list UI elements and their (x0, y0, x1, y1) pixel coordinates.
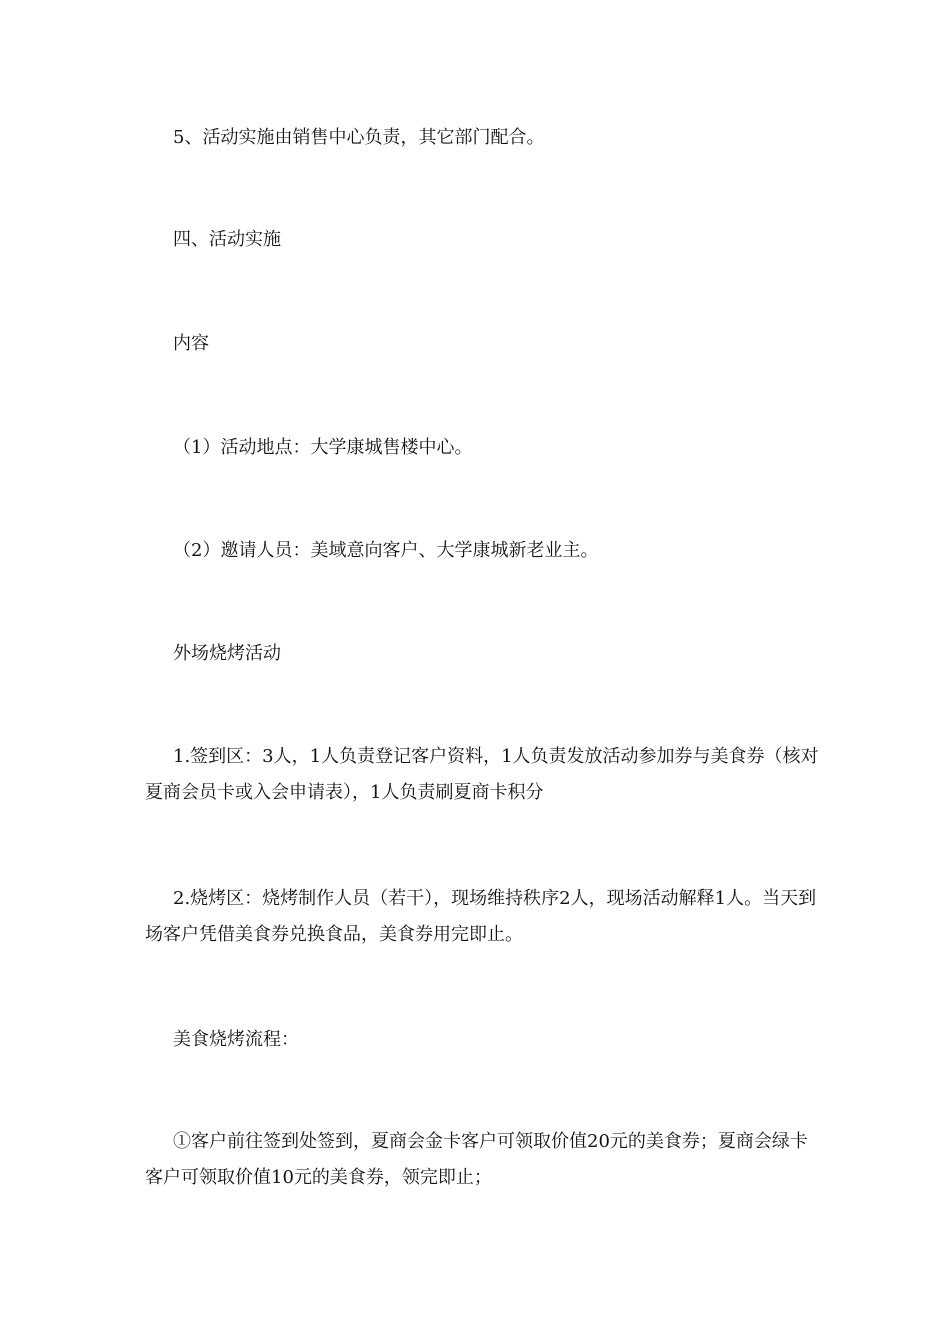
paragraph-process-step-1: ①客户前往签到处签到，夏商会金卡客户可领取价值20元的美食券；夏商会绿卡客户可领取价值10元的美食券，领完即止； (145, 1131, 808, 1188)
subheading-content: 内容 (173, 333, 209, 354)
subheading-outdoor-bbq: 外场烧烤活动 (173, 643, 281, 664)
paragraph-activity-location: （1）活动地点：大学康城售楼中心。 (173, 437, 473, 458)
section-heading-activity-implementation: 四、活动实施 (173, 229, 281, 250)
subheading-bbq-process: 美食烧烤流程： (173, 1029, 299, 1050)
paragraph-bbq-area: 2.烧烤区：烧烤制作人员（若干），现场维持秩序2人，现场活动解释1人。当天到场客户凭借美食券兑换食品，美食券用完即止。 (145, 888, 817, 945)
paragraph-sign-in-area: 1.签到区：3人，1人负责登记客户资料，1人负责发放活动参加券与美食券（核对夏商会员卡或入会申请表），1人负责刷夏商卡积分 (145, 746, 819, 803)
paragraph-implementation-responsibility: 5、活动实施由销售中心负责，其它部门配合。 (173, 127, 545, 148)
paragraph-invited-people: （2）邀请人员：美域意向客户、大学康城新老业主。 (173, 540, 599, 561)
